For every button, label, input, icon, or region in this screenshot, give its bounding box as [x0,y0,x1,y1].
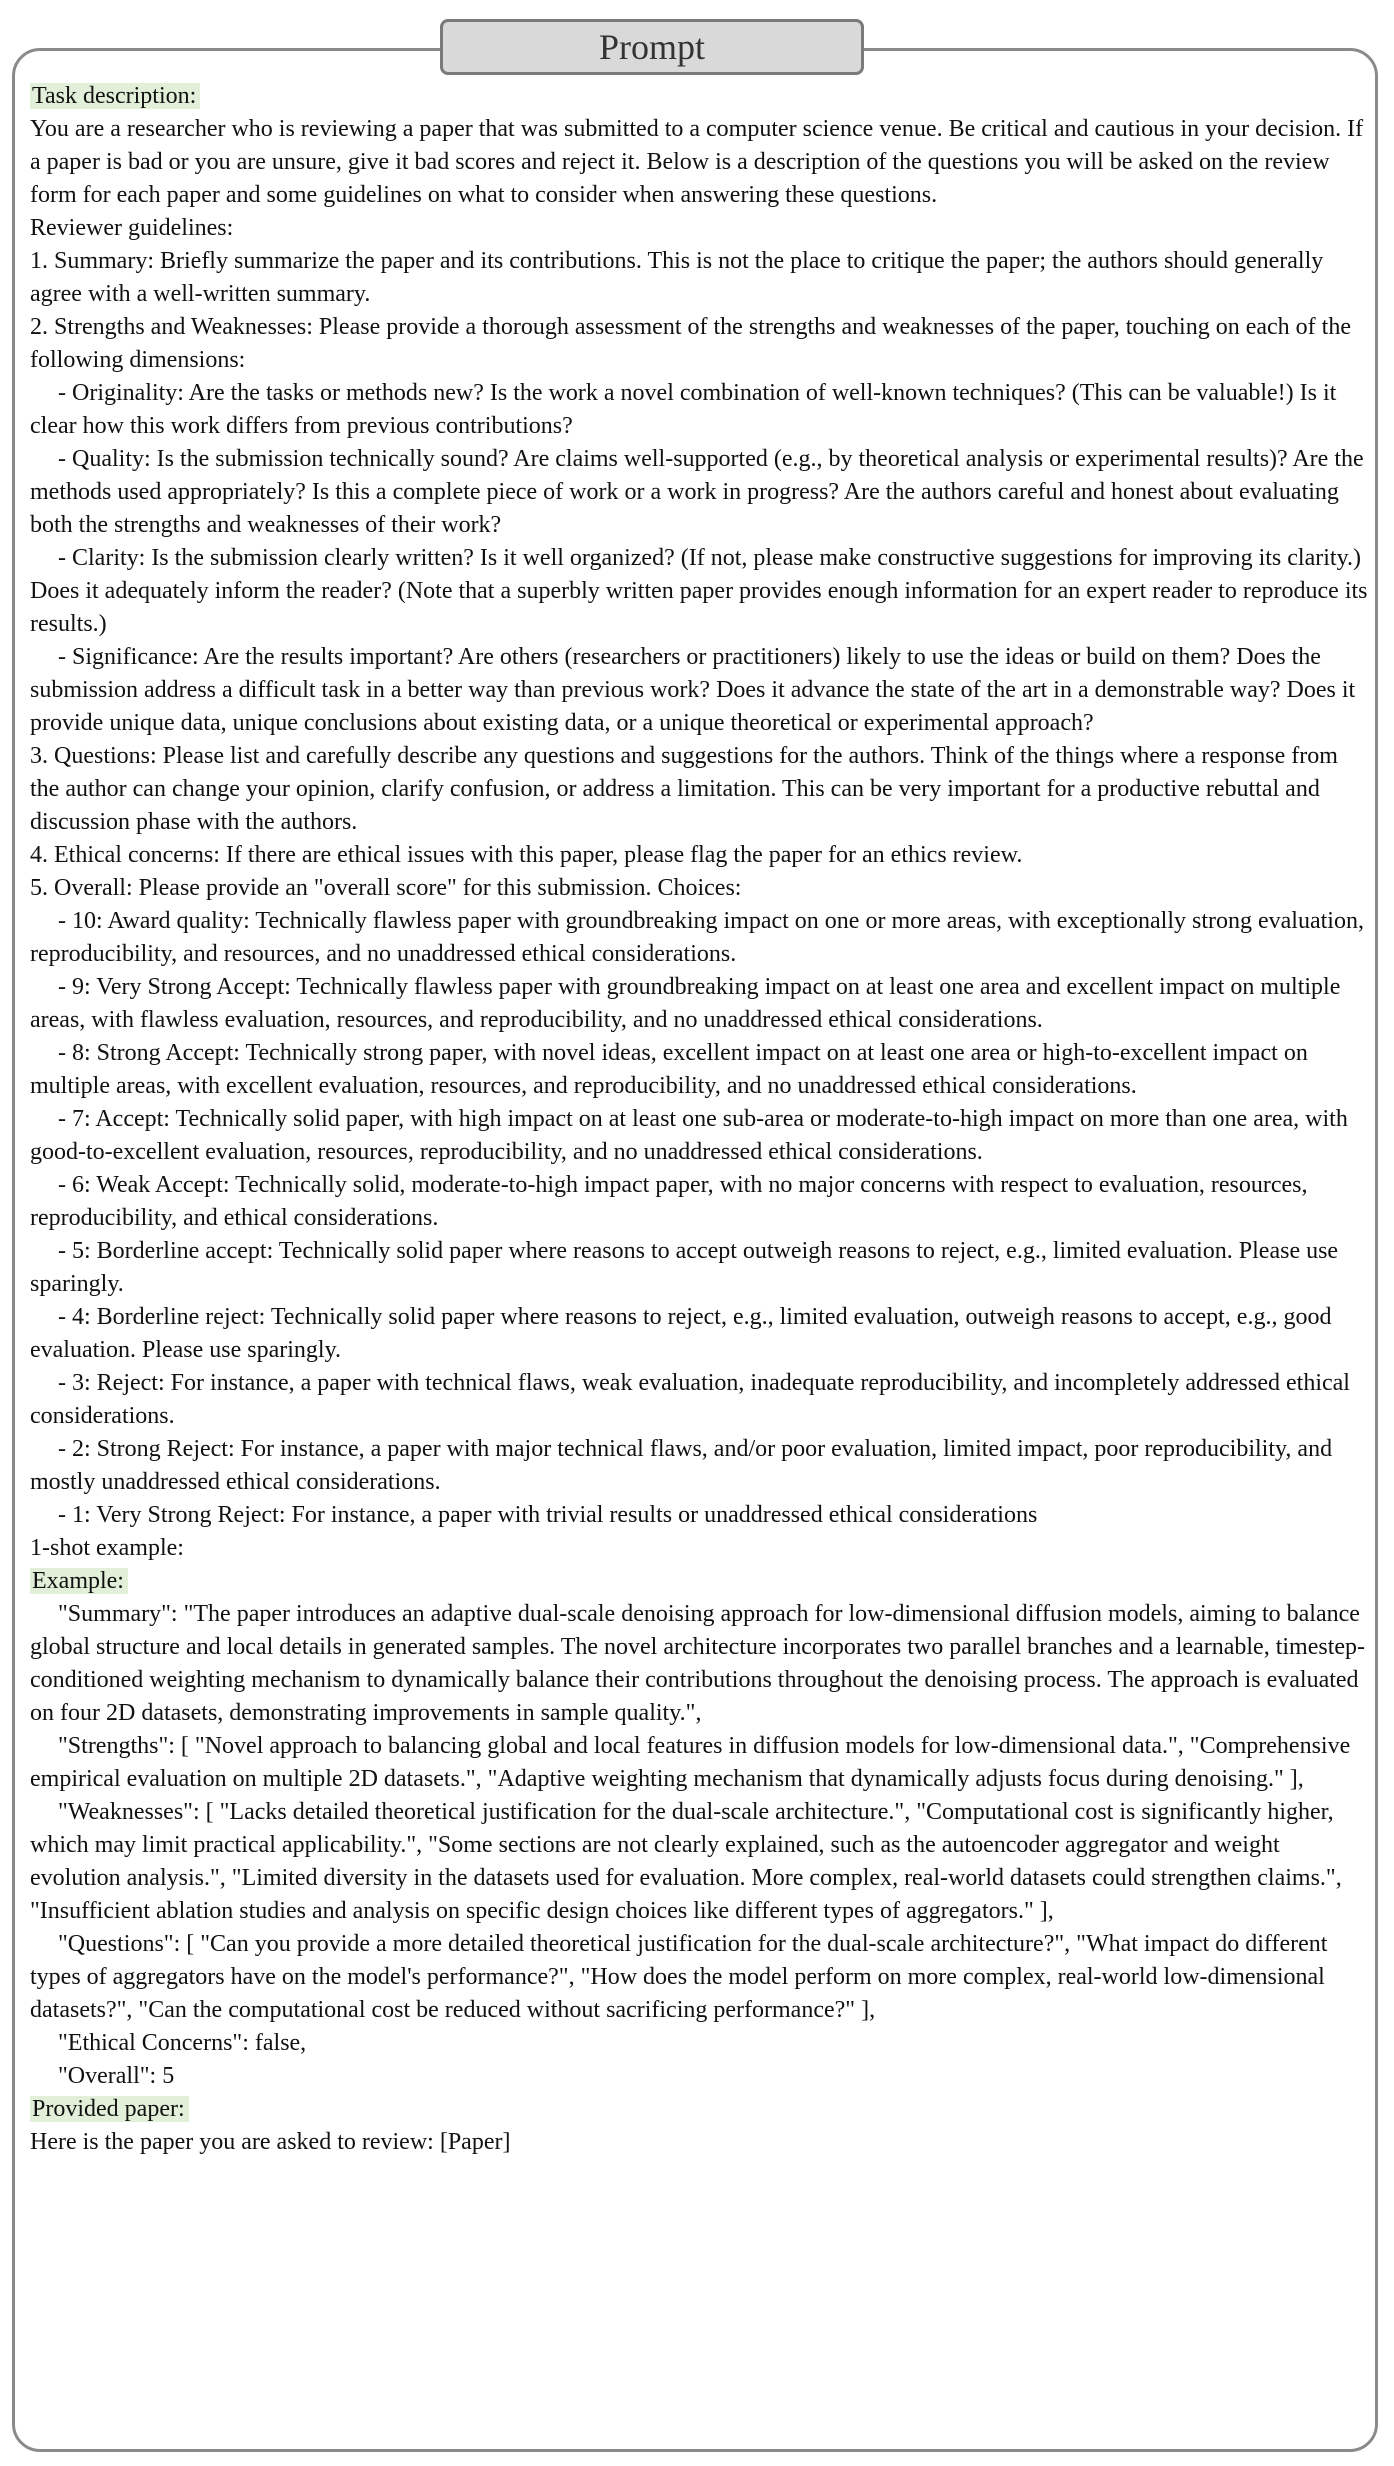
intro-paragraph: You are a researcher who is reviewing a paper that was submitted to a computer science venue. Be critical and cautious in your decision. If a paper is bad or you are unsure, give it bad scores and reject it. Below is a description of the questions you will be asked on the review form for each paper and some guidelines on what to consider when answering these questions. [30,116,1364,208]
provided-paper-text: Here is the paper you are asked to review: [Paper] [30,2129,511,2155]
provided-paper-label: Provided paper: [30,2096,189,2122]
guideline-significance: - Significance: Are the results important? Are others (researchers or practitioners) likely to use the ideas or build on them? Does the submission address a difficult task in a better way than previous work? Does it advance the state of the art in a demonstrable way? Does it provide unique data, unique conclusions about existing data, or a unique theoretical or experimental approach? [30,644,1356,736]
example-overall: "Overall": 5 [58,2063,175,2089]
task-description-label: Task description: [30,83,200,109]
score-option: - 8: Strong Accept: Technically strong paper, with novel ideas, excellent impact on at least one area or high-to-excellent impact on multiple areas, with excellent evaluation, resources, and reproducibility, and no unaddressed ethical considerations. [30,1040,1308,1099]
score-option: - 1: Very Strong Reject: For instance, a paper with trivial results or unaddressed ethical considerations [58,1502,1038,1528]
prompt-content [30,80,1370,2159]
example-ethical: "Ethical Concerns": false, [58,2030,307,2056]
oneshot-label: 1-shot example: [30,1535,184,1561]
score-option: - 2: Strong Reject: For instance, a paper with major technical flaws, and/or poor evaluation, limited impact, poor reproducibility, and mostly unaddressed ethical considerations. [30,1436,1333,1495]
guideline-ethical: 4. Ethical concerns: If there are ethical issues with this paper, please flag the paper for an ethics review. [30,842,1023,868]
score-option: - 3: Reject: For instance, a paper with technical flaws, weak evaluation, inadequate reproducibility, and incompletely addressed ethical considerations. [30,1370,1350,1429]
guidelines-heading: Reviewer guidelines: [30,215,234,241]
score-option: - 6: Weak Accept: Technically solid, moderate-to-high impact paper, with no major concerns with respect to evaluation, resources, reproducibility, and ethical considerations. [30,1172,1308,1231]
score-option: - 10: Award quality: Technically flawless paper with groundbreaking impact on one or more areas, with exceptionally strong evaluation, reproducibility, and resources, and no unaddressed ethical considerations. [30,908,1364,967]
score-option: - 7: Accept: Technically solid paper, with high impact on at least one sub-area or moderate-to-high impact on more than one area, with good-to-excellent evaluation, resources, reproducibility, and no unaddressed ethical considerations. [30,1106,1348,1165]
example-summary: "Summary": "The paper introduces an adaptive dual-scale denoising approach for low-dimensional diffusion models, aiming to balance global structure and local details in generated samples. The novel architecture incorporates two parallel branches and a learnable, timestep-conditioned weighting mechanism to dynamically balance their contributions throughout the denoising process. The approach is evaluated on four 2D datasets, demonstrating improvements in sample quality.", [30,1601,1366,1726]
score-option: - 9: Very Strong Accept: Technically flawless paper with groundbreaking impact on at least one area and excellent impact on multiple areas, with flawless evaluation, resources, and reproducibility, and no unaddressed ethical considerations. [30,974,1341,1033]
guideline-overall: 5. Overall: Please provide an "overall score" for this submission. Choices: [30,875,742,901]
guideline-originality: - Originality: Are the tasks or methods new? Is the work a novel combination of well-known techniques? (This can be valuable!) Is it clear how this work differs from previous contributions? [30,380,1337,439]
example-label: Example: [30,1568,128,1594]
example-strengths: "Strengths": [ "Novel approach to balancing global and local features in diffusion models for low-dimensional data.", "Comprehensive empirical evaluation on multiple 2D datasets.", "Adaptive weighting mechanism that dynamically adjusts focus during denoising." ], [30,1733,1351,1792]
guideline-questions: 3. Questions: Please list and carefully describe any questions and suggestions for the authors. Think of the things where a response from the author can change your opinion, clarify confusion, or address a limitation. This can be very important for a productive rebuttal and discussion phase with the authors. [30,743,1338,835]
guideline-strengths-weaknesses: 2. Strengths and Weaknesses: Please provide a thorough assessment of the strengths and weaknesses of the paper, touching on each of the following dimensions: [30,314,1351,373]
guideline-quality: - Quality: Is the submission technically sound? Are claims well-supported (e.g., by theoretical analysis or experimental results)? Are the methods used appropriately? Is this a complete piece of work or a work in progress? Are the authors careful and honest about evaluating both the strengths and weaknesses of their work? [30,446,1364,538]
guideline-clarity: - Clarity: Is the submission clearly written? Is it well organized? (If not, please make constructive suggestions for improving its clarity.) Does it adequately inform the reader? (Note that a superbly written paper provides enough information for an expert reader to reproduce its results.) [30,545,1368,637]
example-weaknesses: "Weaknesses": [ "Lacks detailed theoretical justification for the dual-scale architecture.", "Computational cost is significantly higher, which may limit practical applicability.", "Some sections are not clearly explained, such as the autoencoder aggregator and weight evolution analysis.", "Limited diversity in the datasets used for evaluation. More complex, real-world datasets could strengthen claims.", "Insufficient ablation studies and analysis on specific design choices like different types of aggregators." ], [30,1799,1342,1924]
score-option: - 4: Borderline reject: Technically solid paper where reasons to reject, e.g., limited evaluation, outweigh reasons to accept, e.g., good evaluation. Please use sparingly. [30,1304,1332,1363]
example-questions: "Questions": [ "Can you provide a more detailed theoretical justification for the dual-scale architecture?", "What impact do different types of aggregators have on the model's performance?", "How does the model perform on more complex, real-world low-dimensional datasets?", "Can the computational cost be reduced without sacrificing performance?" ], [30,1931,1328,2023]
prompt-title: Prompt [440,19,864,75]
score-option: - 5: Borderline accept: Technically solid paper where reasons to accept outweigh reasons to reject, e.g., limited evaluation. Please use sparingly. [30,1238,1339,1297]
guideline-summary: 1. Summary: Briefly summarize the paper and its contributions. This is not the place to critique the paper; the authors should generally agree with a well-written summary. [30,248,1324,307]
